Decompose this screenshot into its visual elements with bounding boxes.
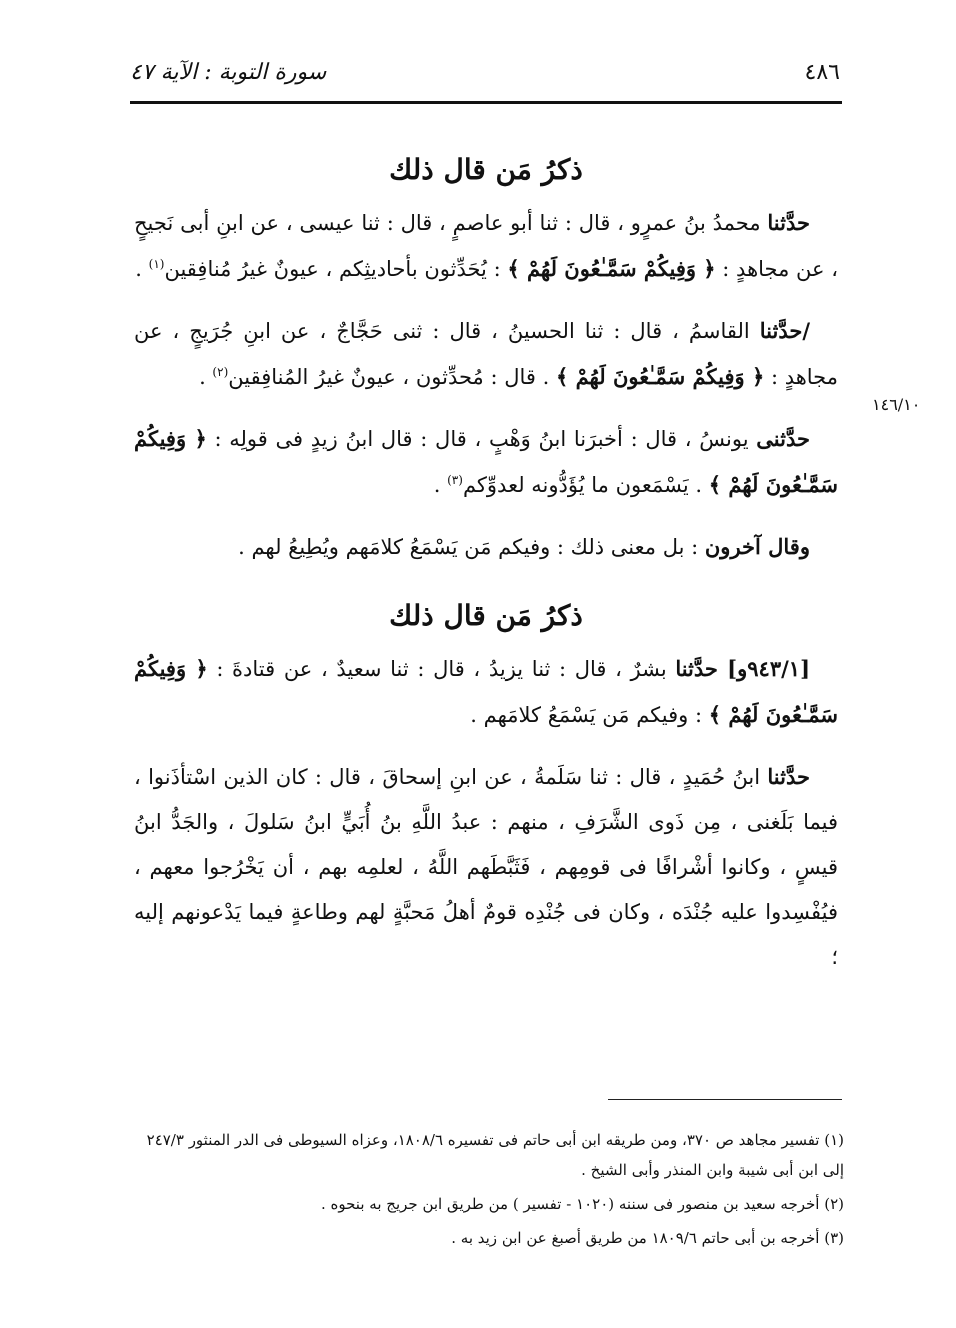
running-title: سورة التوبة : الآية ٤٧ — [130, 59, 327, 85]
quran-quote: ﴿ وَفِيكُمْ سَمَّـٰعُونَ لَهُمْ ﴾ — [507, 256, 716, 281]
footnote-item: (٢) أخرجه سعيد بن منصور فى سننه (١٠٢٠ - تفسير ) من طريق ابن جريج به بنحوه . — [320, 1195, 844, 1213]
narration-text: : بل معنى ذلك : وفيكم مَن يَسْمَعُ كلامَهم ويُطِيعُ لهم . — [238, 535, 705, 559]
narration-text: ابنُ حُمَيدٍ ، قال : ثنا سَلَمةُ ، عن ابنِ إسحاقَ ، قال : كان الذين اسْتأذَنوا ، فيما بَلَغنى ، مِن ذَوى الشَّرَفِ ، منهم : عبدُ اللَّهِ بنُ أُبَيٍّ ابنُ سَلولَ ، والجَدُّ ابنُ قيسٍ ، وكانوا أشْرافًا فى قومِهم ، فَثَبَّطَهم اللَّهُ ، لعلمِه بهم ، أن يَخْرُجوا معهم ، فيُفْسِدوا عليه جُنْدَه ، وكان فى جُنْدِه قومٌ أهلُ مَحبَّةٍ لهم وطاعةٍ فيما يَدْعونهم إليه ؛ — [134, 765, 838, 969]
narration-tail: . — [433, 473, 448, 497]
quran-quote: ﴿ وَفِيكُمْ سَمَّـٰعُونَ لَهُمْ ﴾ — [134, 656, 838, 727]
quran-quote: ﴿ وَفِيكُمْ سَمَّـٰعُونَ لَهُمْ ﴾ — [555, 364, 765, 389]
narration-lead: [٩٤٣/١و] حدَّثنا — [675, 656, 810, 681]
footnotes — [134, 1125, 844, 1257]
narration-text: : يُحَدِّثون بأحاديثِكم ، عيونٌ غيرُ مُنافِقين — [164, 257, 508, 281]
opinion-paragraph — [134, 524, 838, 570]
footnote-item: (١) تفسير مجاهد ص ٣٧٠، ومن طريقه ابن أبى حاتم فى تفسيره ١٨٠٨/٦، وعزاه السيوطى فى الدر المنثور ٢٤٧/٣ إلى ابن أبى شيبة وابن المنذر وأبى الشيخ . — [146, 1131, 844, 1179]
narration-text: القاسمُ ، قال : ثنا الحسينُ ، قال : ثنى حَجَّاجٌ ، عن ابنِ جُرَيجٍ ، عن مجاهدٍ : — [134, 319, 838, 389]
narration-text: محمدُ بنُ عمرٍو ، قال : ثنا أبو عاصمٍ ، قال : ثنا عيسى ، عن ابنِ أبى نَجيحٍ ، عن مجاهدٍ : — [134, 211, 838, 281]
page-header — [130, 52, 840, 92]
narration-tail: . — [135, 257, 149, 281]
footnote-marker: (٣) — [447, 473, 463, 487]
narration-lead: /حدَّثنا — [759, 318, 810, 343]
footnote-marker: (٢) — [212, 365, 229, 379]
narration-tail: . — [199, 365, 213, 389]
hadith-paragraph — [134, 646, 838, 738]
hadith-paragraph — [134, 308, 838, 400]
narration-text: . قال : مُحدِّثون ، عيونٌ غيرُ المُنافِقين — [228, 365, 556, 389]
footnote-rule — [608, 1099, 842, 1100]
narration-text: . يَسْمَعون ما يُؤَدُّونه لعدوِّكم — [462, 473, 709, 497]
page-number: ٤٨٦ — [804, 59, 840, 85]
footnote-marker: (١) — [148, 257, 165, 271]
hadith-paragraph — [134, 754, 838, 980]
narration-lead: حدَّثنى — [756, 426, 810, 451]
hadith-paragraph — [134, 200, 838, 292]
narration-lead: حدَّثنا — [767, 210, 810, 235]
narration-text: : وفيكم مَن يَسْمَعُ كلامَهم . — [470, 703, 709, 727]
narration-lead: وقال آخرون — [704, 534, 810, 559]
section-heading: ذكرُ مَن قال ذلك — [389, 153, 583, 186]
narration-text: بشرٌ ، قال : ثنا يزيدُ ، قال : ثنا سعيدٌ ، عن قتادةَ : — [207, 657, 676, 681]
narration-text: يونسُ ، قال : أخبرَنا ابنُ وَهْبٍ ، قال : قال ابنُ زيدٍ فى قولِه : — [206, 427, 757, 451]
section-heading: ذكرُ مَن قال ذلك — [389, 599, 583, 632]
narration-lead: حدَّثنا — [767, 764, 810, 789]
quran-quote: ﴿ وَفِيكُمْ سَمَّـٰعُونَ لَهُمْ ﴾ — [134, 426, 838, 497]
footnote-item: (٣) أخرجه بن أبى حاتم ١٨٠٩/٦ من طريق أصبغ عن ابن زيد به . — [451, 1229, 844, 1247]
margin-reference: ١٤٦/١٠ — [872, 395, 921, 414]
hadith-paragraph — [134, 416, 838, 508]
page-body — [134, 140, 838, 996]
header-rule — [130, 101, 842, 104]
